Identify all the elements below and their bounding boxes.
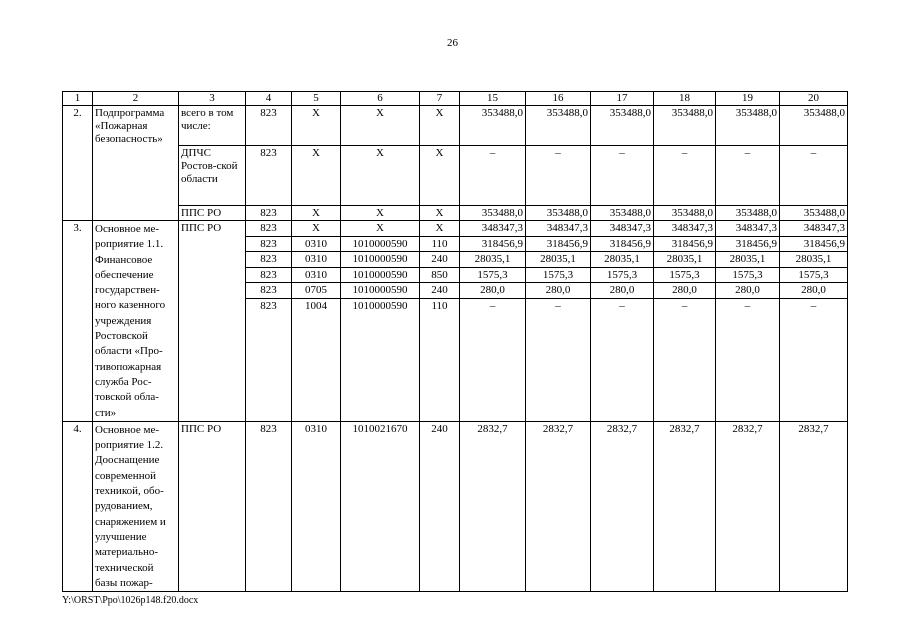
table-cell: 823 [246, 267, 292, 283]
value-cell: 353488,0 [591, 106, 654, 146]
table-cell: 240 [420, 252, 460, 268]
value-cell: 318456,9 [460, 236, 526, 252]
empty-cell [654, 313, 716, 421]
value-cell: 2832,7 [526, 421, 591, 591]
table-cell: 240 [420, 283, 460, 299]
value-cell: 2832,7 [780, 421, 848, 591]
table-row [63, 106, 848, 146]
table-cell: Х [341, 206, 420, 221]
value-cell: 2832,7 [460, 421, 526, 591]
table-cell: Х [292, 146, 341, 206]
value-cell: 1575,3 [526, 267, 591, 283]
value-cell: – [780, 298, 848, 313]
value-cell: 353488,0 [780, 206, 848, 221]
value-cell: 353488,0 [654, 106, 716, 146]
table-cell: 823 [246, 221, 292, 237]
empty-cell [716, 313, 780, 421]
table-cell: 0310 [292, 252, 341, 268]
table-cell: Х [420, 146, 460, 206]
executor-cell: всего в том числе: [179, 106, 246, 146]
value-cell: 353488,0 [780, 106, 848, 146]
value-cell: 348347,3 [460, 221, 526, 237]
executor-cell: ДПЧС Ростов-ской области [179, 146, 246, 206]
table-cell: 1010021670 [341, 421, 420, 591]
item-name: Основное ме-роприятие 1.1. Финансовое обеспечение государствен-ного казенного учреждения Ростовской области «Про-тивопожарная служба Рос-товской обла-сти» [93, 221, 179, 422]
value-cell: 280,0 [654, 283, 716, 299]
value-cell: 348347,3 [526, 221, 591, 237]
value-cell: 318456,9 [591, 236, 654, 252]
table-cell: 0310 [292, 421, 341, 591]
header-cell: 20 [780, 92, 848, 106]
value-cell: 353488,0 [460, 106, 526, 146]
value-cell: – [780, 146, 848, 206]
value-cell: 28035,1 [780, 252, 848, 268]
table-cell: Х [292, 206, 341, 221]
value-cell: 28035,1 [460, 252, 526, 268]
table-cell: 823 [246, 283, 292, 299]
value-cell: 353488,0 [716, 106, 780, 146]
empty-cell [780, 313, 848, 421]
table-cell: 823 [246, 236, 292, 252]
header-cell: 18 [654, 92, 716, 106]
empty-cell [341, 313, 420, 421]
table-cell: 1010000590 [341, 267, 420, 283]
value-cell: 353488,0 [526, 106, 591, 146]
executor-cell: ППС РО [179, 221, 246, 422]
table-cell: Х [341, 106, 420, 146]
header-cell: 5 [292, 92, 341, 106]
item-number: 4. [63, 421, 93, 591]
table-cell: 823 [246, 298, 292, 313]
value-cell: 280,0 [591, 283, 654, 299]
value-cell: – [460, 146, 526, 206]
value-cell: 280,0 [460, 283, 526, 299]
value-cell: 353488,0 [591, 206, 654, 221]
value-cell: 28035,1 [716, 252, 780, 268]
value-cell: 318456,9 [716, 236, 780, 252]
table-cell: Х [420, 106, 460, 146]
table-cell: 1004 [292, 298, 341, 313]
page-number: 26 [447, 37, 458, 49]
table-cell: 823 [246, 106, 292, 146]
table-row [63, 421, 848, 591]
value-cell: 1575,3 [654, 267, 716, 283]
table-cell: 823 [246, 146, 292, 206]
value-cell: – [591, 146, 654, 206]
value-cell: 1575,3 [780, 267, 848, 283]
value-cell: 348347,3 [780, 221, 848, 237]
empty-cell [420, 313, 460, 421]
budget-table [62, 91, 848, 592]
header-cell: 3 [179, 92, 246, 106]
table-cell: 1010000590 [341, 298, 420, 313]
table-cell: Х [292, 221, 341, 237]
table-cell: Х [341, 221, 420, 237]
value-cell: 353488,0 [654, 206, 716, 221]
header-cell: 4 [246, 92, 292, 106]
executor-cell: ППС РО [179, 421, 246, 591]
value-cell: 28035,1 [591, 252, 654, 268]
value-cell: 348347,3 [591, 221, 654, 237]
value-cell: – [654, 146, 716, 206]
item-name: Подпрограмма «Пожарная безопасность» [93, 106, 179, 221]
value-cell: 348347,3 [716, 221, 780, 237]
table-cell: 1010000590 [341, 236, 420, 252]
header-cell: 7 [420, 92, 460, 106]
table-row [63, 221, 848, 237]
value-cell: 2832,7 [716, 421, 780, 591]
table-cell: 823 [246, 252, 292, 268]
value-cell: 1575,3 [591, 267, 654, 283]
value-cell: 1575,3 [460, 267, 526, 283]
table-cell: 823 [246, 206, 292, 221]
value-cell: – [591, 298, 654, 313]
value-cell: 318456,9 [654, 236, 716, 252]
table-cell: 110 [420, 298, 460, 313]
executor-cell: ППС РО [179, 206, 246, 221]
value-cell: – [460, 298, 526, 313]
value-cell: 318456,9 [780, 236, 848, 252]
table-cell: 1010000590 [341, 283, 420, 299]
table-cell: 850 [420, 267, 460, 283]
header-cell: 2 [93, 92, 179, 106]
table-cell: 1010000590 [341, 252, 420, 268]
value-cell: 280,0 [780, 283, 848, 299]
table-cell: 823 [246, 421, 292, 591]
value-cell: – [526, 298, 591, 313]
value-cell: 28035,1 [526, 252, 591, 268]
table-cell: 0310 [292, 267, 341, 283]
empty-cell [292, 313, 341, 421]
table-cell: 110 [420, 236, 460, 252]
value-cell: 1575,3 [716, 267, 780, 283]
item-name: Основное ме-роприятие 1.2. Дооснащение современной техникой, обо-рудованием, снаряжением и улучшение материально-технической базы пожар- [93, 421, 179, 591]
empty-cell [591, 313, 654, 421]
value-cell: – [716, 298, 780, 313]
item-number: 2. [63, 106, 93, 221]
empty-cell [526, 313, 591, 421]
value-cell: 280,0 [526, 283, 591, 299]
value-cell: 353488,0 [526, 206, 591, 221]
value-cell: 28035,1 [654, 252, 716, 268]
header-cell: 16 [526, 92, 591, 106]
header-cell: 6 [341, 92, 420, 106]
value-cell: 280,0 [716, 283, 780, 299]
empty-cell [460, 313, 526, 421]
value-cell: 318456,9 [526, 236, 591, 252]
table-row [63, 206, 848, 221]
value-cell: – [716, 146, 780, 206]
table-header-row [63, 92, 848, 106]
value-cell: 348347,3 [654, 221, 716, 237]
header-cell: 1 [63, 92, 93, 106]
table-cell: Х [341, 146, 420, 206]
table-row [63, 146, 848, 206]
value-cell: 2832,7 [591, 421, 654, 591]
header-cell: 15 [460, 92, 526, 106]
table-cell: Х [420, 221, 460, 237]
value-cell: 353488,0 [460, 206, 526, 221]
table-cell: 240 [420, 421, 460, 591]
value-cell: 2832,7 [654, 421, 716, 591]
item-number: 3. [63, 221, 93, 422]
value-cell: – [654, 298, 716, 313]
empty-cell [246, 313, 292, 421]
table-cell: 0705 [292, 283, 341, 299]
table-cell: Х [292, 106, 341, 146]
table-cell: Х [420, 206, 460, 221]
header-cell: 17 [591, 92, 654, 106]
header-cell: 19 [716, 92, 780, 106]
table-cell: 0310 [292, 236, 341, 252]
footer-file-path: Y:\ORST\Ppo\1026p148.f20.docx [62, 595, 199, 606]
value-cell: 353488,0 [716, 206, 780, 221]
value-cell: – [526, 146, 591, 206]
